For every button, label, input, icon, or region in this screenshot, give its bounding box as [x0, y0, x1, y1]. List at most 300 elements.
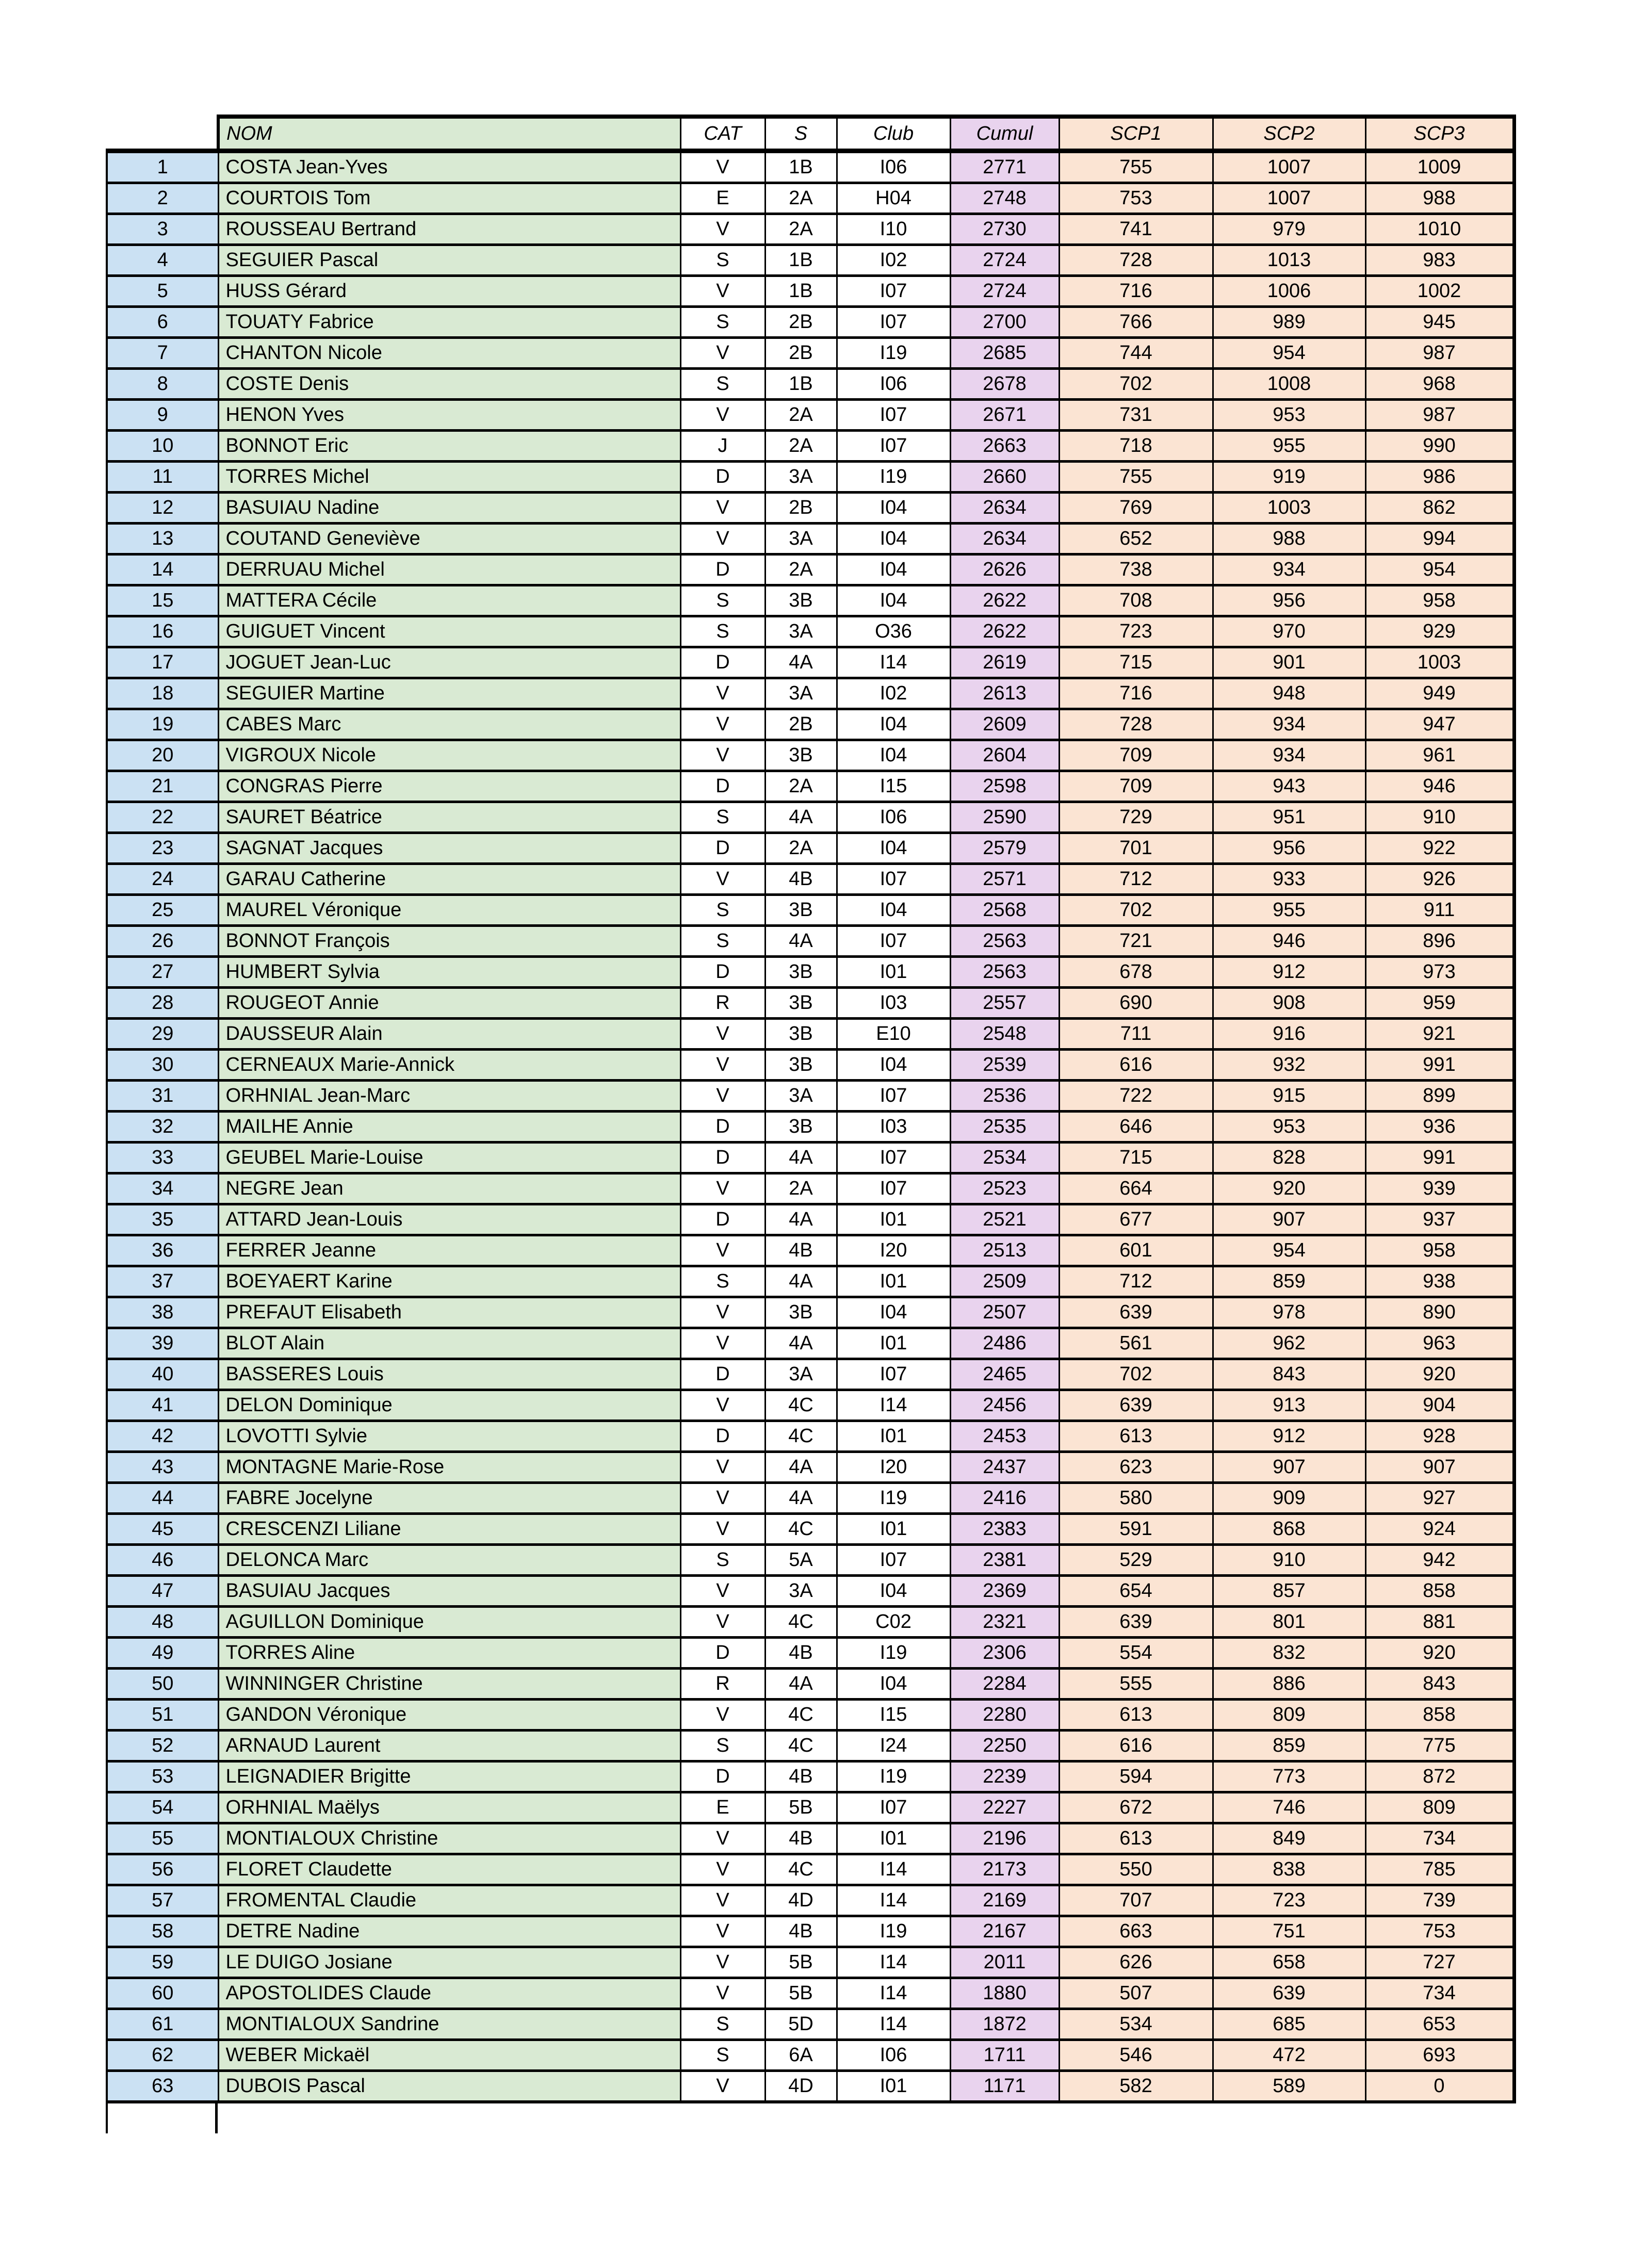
scp1-cell: 623: [1059, 1452, 1213, 1483]
table-header: [107, 117, 1514, 151]
rank-cell: 56: [107, 1854, 218, 1885]
nom-cell: HUMBERT Sylvia: [218, 957, 680, 988]
scp3-cell: 693: [1365, 2040, 1514, 2071]
scp2-cell: 751: [1213, 1916, 1365, 1947]
cat-cell: V: [680, 276, 765, 307]
scp2-cell: 954: [1213, 1235, 1365, 1266]
cumul-cell: 2619: [950, 647, 1059, 678]
scp1-cell: 716: [1059, 276, 1213, 307]
scp3-cell: 911: [1365, 895, 1514, 926]
club-cell: I10: [837, 214, 950, 245]
cumul-cell: 1711: [950, 2040, 1059, 2071]
header-scp1: SCP1: [1059, 117, 1213, 151]
table-row: [107, 1700, 1514, 1731]
cumul-cell: 2678: [950, 369, 1059, 400]
scp3-cell: 739: [1365, 1885, 1514, 1916]
scp1-cell: 582: [1059, 2071, 1213, 2102]
rank-cell: 28: [107, 988, 218, 1019]
scp1-cell: 731: [1059, 400, 1213, 431]
nom-cell: CHANTON Nicole: [218, 338, 680, 369]
club-cell: I07: [837, 1173, 950, 1204]
s-cell: 4B: [765, 1638, 837, 1669]
scp2-cell: 989: [1213, 307, 1365, 338]
club-cell: I07: [837, 307, 950, 338]
nom-cell: DERRUAU Michel: [218, 554, 680, 585]
scp1-cell: 769: [1059, 493, 1213, 524]
table-row: [107, 1112, 1514, 1143]
club-cell: I07: [837, 1081, 950, 1112]
cumul-cell: 2604: [950, 740, 1059, 771]
table-row: [107, 957, 1514, 988]
club-cell: I20: [837, 1452, 950, 1483]
cat-cell: D: [680, 554, 765, 585]
scp3-cell: 963: [1365, 1328, 1514, 1359]
scp3-cell: 936: [1365, 1112, 1514, 1143]
scp2-cell: 934: [1213, 709, 1365, 740]
cat-cell: J: [680, 431, 765, 462]
scp1-cell: 709: [1059, 740, 1213, 771]
scp3-cell: 1009: [1365, 151, 1514, 183]
scp2-cell: 933: [1213, 864, 1365, 895]
scp1-cell: 591: [1059, 1514, 1213, 1545]
cumul-cell: 2685: [950, 338, 1059, 369]
rank-cell: 20: [107, 740, 218, 771]
scp2-cell: 978: [1213, 1297, 1365, 1328]
scp1-cell: 701: [1059, 833, 1213, 864]
s-cell: 2B: [765, 338, 837, 369]
table-row: [107, 864, 1514, 895]
s-cell: 3A: [765, 678, 837, 709]
rank-cell: 4: [107, 245, 218, 276]
cat-cell: V: [680, 1452, 765, 1483]
s-cell: 2B: [765, 709, 837, 740]
rank-cell: 63: [107, 2071, 218, 2102]
cumul-cell: 2321: [950, 1607, 1059, 1638]
cat-cell: V: [680, 1823, 765, 1854]
scp2-cell: 723: [1213, 1885, 1365, 1916]
club-cell: I14: [837, 2009, 950, 2040]
s-cell: 3A: [765, 1576, 837, 1607]
s-cell: 4C: [765, 1607, 837, 1638]
cat-cell: S: [680, 895, 765, 926]
scp3-cell: 896: [1365, 926, 1514, 957]
scp2-cell: 956: [1213, 585, 1365, 616]
nom-cell: MAILHE Annie: [218, 1112, 680, 1143]
club-cell: I02: [837, 678, 950, 709]
s-cell: 2B: [765, 493, 837, 524]
nom-cell: ROUSSEAU Bertrand: [218, 214, 680, 245]
rank-cell: 48: [107, 1607, 218, 1638]
scp3-cell: 938: [1365, 1266, 1514, 1297]
cumul-cell: 2724: [950, 276, 1059, 307]
cumul-cell: 2563: [950, 926, 1059, 957]
scp3-cell: 858: [1365, 1700, 1514, 1731]
nom-cell: LEIGNADIER Brigitte: [218, 1761, 680, 1792]
cumul-cell: 2173: [950, 1854, 1059, 1885]
cumul-cell: 2548: [950, 1019, 1059, 1050]
club-cell: I19: [837, 1761, 950, 1792]
scp3-cell: 926: [1365, 864, 1514, 895]
rank-cell: 8: [107, 369, 218, 400]
club-cell: I14: [837, 647, 950, 678]
table-row: [107, 524, 1514, 554]
club-cell: I07: [837, 400, 950, 431]
s-cell: 1B: [765, 276, 837, 307]
s-cell: 2A: [765, 183, 837, 214]
scp2-cell: 916: [1213, 1019, 1365, 1050]
cat-cell: R: [680, 988, 765, 1019]
cat-cell: V: [680, 1885, 765, 1916]
table-row: [107, 1297, 1514, 1328]
scp3-cell: 858: [1365, 1576, 1514, 1607]
club-cell: I04: [837, 1050, 950, 1081]
cat-cell: E: [680, 183, 765, 214]
rank-cell: 30: [107, 1050, 218, 1081]
scp3-cell: 991: [1365, 1050, 1514, 1081]
cat-cell: D: [680, 1204, 765, 1235]
s-cell: 5D: [765, 2009, 837, 2040]
table-row: [107, 276, 1514, 307]
club-cell: I04: [837, 524, 950, 554]
cat-cell: V: [680, 1019, 765, 1050]
rank-cell: 21: [107, 771, 218, 802]
scp2-cell: 979: [1213, 214, 1365, 245]
s-cell: 4A: [765, 926, 837, 957]
nom-cell: BOEYAERT Karine: [218, 1266, 680, 1297]
scp1-cell: 677: [1059, 1204, 1213, 1235]
scp1-cell: 639: [1059, 1297, 1213, 1328]
scp3-cell: 945: [1365, 307, 1514, 338]
table-row: [107, 1947, 1514, 1978]
nom-cell: CABES Marc: [218, 709, 680, 740]
rank-cell: 46: [107, 1545, 218, 1576]
cat-cell: V: [680, 1081, 765, 1112]
nom-cell: FLORET Claudette: [218, 1854, 680, 1885]
s-cell: 4A: [765, 647, 837, 678]
club-cell: I04: [837, 833, 950, 864]
cat-cell: S: [680, 2040, 765, 2071]
club-cell: I19: [837, 462, 950, 493]
club-cell: I14: [837, 1885, 950, 1916]
cumul-cell: 2534: [950, 1143, 1059, 1173]
scp3-cell: 939: [1365, 1173, 1514, 1204]
scp3-cell: 785: [1365, 1854, 1514, 1885]
table-row: [107, 431, 1514, 462]
scp3-cell: 1010: [1365, 214, 1514, 245]
cat-cell: S: [680, 1266, 765, 1297]
scp1-cell: 702: [1059, 1359, 1213, 1390]
cumul-cell: 2539: [950, 1050, 1059, 1081]
cumul-cell: 2280: [950, 1700, 1059, 1731]
s-cell: 4A: [765, 1328, 837, 1359]
scp3-cell: 734: [1365, 1823, 1514, 1854]
cat-cell: D: [680, 647, 765, 678]
scp2-cell: 843: [1213, 1359, 1365, 1390]
nom-cell: DELON Dominique: [218, 1390, 680, 1421]
s-cell: 4C: [765, 1421, 837, 1452]
cat-cell: D: [680, 957, 765, 988]
scp2-cell: 962: [1213, 1328, 1365, 1359]
scp3-cell: 907: [1365, 1452, 1514, 1483]
nom-cell: BONNOT Eric: [218, 431, 680, 462]
nom-cell: PREFAUT Elisabeth: [218, 1297, 680, 1328]
table-row: [107, 802, 1514, 833]
scp2-cell: 934: [1213, 740, 1365, 771]
cat-cell: S: [680, 1731, 765, 1761]
cat-cell: V: [680, 1947, 765, 1978]
header-cumul: Cumul: [950, 117, 1059, 151]
table-row: [107, 895, 1514, 926]
nom-cell: MATTERA Cécile: [218, 585, 680, 616]
cumul-cell: 2557: [950, 988, 1059, 1019]
cumul-cell: 2634: [950, 493, 1059, 524]
table-row: [107, 183, 1514, 214]
table-row: [107, 1173, 1514, 1204]
s-cell: 4A: [765, 1669, 837, 1700]
scp2-cell: 1007: [1213, 151, 1365, 183]
s-cell: 3B: [765, 585, 837, 616]
scp2-cell: 934: [1213, 554, 1365, 585]
scp1-cell: 672: [1059, 1792, 1213, 1823]
nom-cell: MAUREL Véronique: [218, 895, 680, 926]
cumul-cell: 2239: [950, 1761, 1059, 1792]
cat-cell: V: [680, 338, 765, 369]
scp1-cell: 652: [1059, 524, 1213, 554]
cumul-cell: 2730: [950, 214, 1059, 245]
cat-cell: S: [680, 1545, 765, 1576]
cat-cell: S: [680, 245, 765, 276]
cumul-cell: 2250: [950, 1731, 1059, 1761]
table-row: [107, 1916, 1514, 1947]
cumul-cell: 2660: [950, 462, 1059, 493]
rank-cell: 57: [107, 1885, 218, 1916]
nom-cell: BASUIAU Nadine: [218, 493, 680, 524]
s-cell: 4D: [765, 2071, 837, 2102]
nom-cell: NEGRE Jean: [218, 1173, 680, 1204]
rank-cell: 24: [107, 864, 218, 895]
scp2-cell: 951: [1213, 802, 1365, 833]
scp2-cell: 932: [1213, 1050, 1365, 1081]
cumul-cell: 2536: [950, 1081, 1059, 1112]
rank-cell: 53: [107, 1761, 218, 1792]
scp3-cell: 988: [1365, 183, 1514, 214]
s-cell: 2A: [765, 554, 837, 585]
scp3-cell: 734: [1365, 1978, 1514, 2009]
scp1-cell: 721: [1059, 926, 1213, 957]
table-row: [107, 1483, 1514, 1514]
scp3-cell: 991: [1365, 1143, 1514, 1173]
scp2-cell: 857: [1213, 1576, 1365, 1607]
cumul-cell: 2563: [950, 957, 1059, 988]
nom-cell: ROUGEOT Annie: [218, 988, 680, 1019]
cumul-cell: 2011: [950, 1947, 1059, 1978]
scp2-cell: 907: [1213, 1452, 1365, 1483]
scp3-cell: 949: [1365, 678, 1514, 709]
scp2-cell: 946: [1213, 926, 1365, 957]
cat-cell: V: [680, 1483, 765, 1514]
club-cell: I02: [837, 245, 950, 276]
scp3-cell: 946: [1365, 771, 1514, 802]
s-cell: 3B: [765, 957, 837, 988]
table-row: [107, 1390, 1514, 1421]
scp1-cell: 753: [1059, 183, 1213, 214]
scp2-cell: 828: [1213, 1143, 1365, 1173]
scp1-cell: 715: [1059, 647, 1213, 678]
cat-cell: S: [680, 802, 765, 833]
header-scp3: SCP3: [1365, 117, 1514, 151]
cumul-cell: 2671: [950, 400, 1059, 431]
club-cell: I01: [837, 1328, 950, 1359]
cat-cell: V: [680, 864, 765, 895]
rank-cell: 7: [107, 338, 218, 369]
scp1-cell: 529: [1059, 1545, 1213, 1576]
s-cell: 4B: [765, 1761, 837, 1792]
nom-cell: TORRES Aline: [218, 1638, 680, 1669]
cumul-cell: 2465: [950, 1359, 1059, 1390]
cat-cell: V: [680, 214, 765, 245]
club-cell: I07: [837, 431, 950, 462]
club-cell: I14: [837, 1854, 950, 1885]
scp2-cell: 919: [1213, 462, 1365, 493]
scp3-cell: 994: [1365, 524, 1514, 554]
s-cell: 2A: [765, 771, 837, 802]
cat-cell: V: [680, 1050, 765, 1081]
club-cell: I04: [837, 895, 950, 926]
scp3-cell: 921: [1365, 1019, 1514, 1050]
club-cell: I04: [837, 1576, 950, 1607]
s-cell: 3B: [765, 1297, 837, 1328]
scp1-cell: 550: [1059, 1854, 1213, 1885]
rank-cell: 15: [107, 585, 218, 616]
nom-cell: GEUBEL Marie-Louise: [218, 1143, 680, 1173]
rank-cell: 35: [107, 1204, 218, 1235]
club-cell: I07: [837, 864, 950, 895]
rank-cell: 52: [107, 1731, 218, 1761]
club-cell: I01: [837, 1514, 950, 1545]
rank-cell: 59: [107, 1947, 218, 1978]
scp2-cell: 801: [1213, 1607, 1365, 1638]
nom-cell: COUTAND Geneviève: [218, 524, 680, 554]
cat-cell: D: [680, 1359, 765, 1390]
scp2-cell: 1013: [1213, 245, 1365, 276]
scp2-cell: 953: [1213, 400, 1365, 431]
scp2-cell: 658: [1213, 1947, 1365, 1978]
scp3-cell: 990: [1365, 431, 1514, 462]
scp3-cell: 942: [1365, 1545, 1514, 1576]
club-cell: I07: [837, 1359, 950, 1390]
nom-cell: ORHNIAL Maëlys: [218, 1792, 680, 1823]
scp2-cell: 832: [1213, 1638, 1365, 1669]
table-row: [107, 1050, 1514, 1081]
rank-cell: 31: [107, 1081, 218, 1112]
cumul-cell: 2535: [950, 1112, 1059, 1143]
table-row: [107, 1545, 1514, 1576]
rank-cell: 29: [107, 1019, 218, 1050]
s-cell: 3B: [765, 895, 837, 926]
rank-cell: 2: [107, 183, 218, 214]
scp3-cell: 968: [1365, 369, 1514, 400]
cumul-cell: 2284: [950, 1669, 1059, 1700]
cumul-cell: 2622: [950, 585, 1059, 616]
rank-cell: 47: [107, 1576, 218, 1607]
nom-cell: SAURET Béatrice: [218, 802, 680, 833]
rank-cell: 43: [107, 1452, 218, 1483]
table-row: [107, 462, 1514, 493]
club-cell: I14: [837, 1947, 950, 1978]
table-row: [107, 709, 1514, 740]
rank-cell: 23: [107, 833, 218, 864]
scp2-cell: 589: [1213, 2071, 1365, 2102]
scp3-cell: 775: [1365, 1731, 1514, 1761]
s-cell: 5A: [765, 1545, 837, 1576]
s-cell: 4A: [765, 1266, 837, 1297]
club-cell: I01: [837, 1421, 950, 1452]
scp3-cell: 922: [1365, 833, 1514, 864]
club-cell: I01: [837, 1204, 950, 1235]
scp1-cell: 744: [1059, 338, 1213, 369]
s-cell: 3B: [765, 1112, 837, 1143]
scp1-cell: 755: [1059, 151, 1213, 183]
scp3-cell: 927: [1365, 1483, 1514, 1514]
table-row: [107, 1638, 1514, 1669]
cat-cell: V: [680, 709, 765, 740]
nom-cell: TOUATY Fabrice: [218, 307, 680, 338]
club-cell: I07: [837, 276, 950, 307]
club-cell: I06: [837, 369, 950, 400]
club-cell: I06: [837, 2040, 950, 2071]
cat-cell: D: [680, 1143, 765, 1173]
scp1-cell: 707: [1059, 1885, 1213, 1916]
cumul-cell: 2456: [950, 1390, 1059, 1421]
club-cell: I01: [837, 2071, 950, 2102]
cat-cell: V: [680, 400, 765, 431]
s-cell: 2A: [765, 1173, 837, 1204]
scp2-cell: 910: [1213, 1545, 1365, 1576]
scp3-cell: 983: [1365, 245, 1514, 276]
ranking-table: [106, 115, 1516, 2103]
scp2-cell: 849: [1213, 1823, 1365, 1854]
table-row: [107, 585, 1514, 616]
nom-cell: DAUSSEUR Alain: [218, 1019, 680, 1050]
club-cell: I04: [837, 554, 950, 585]
cumul-cell: 2486: [950, 1328, 1059, 1359]
scp1-cell: 646: [1059, 1112, 1213, 1143]
scp2-cell: 908: [1213, 988, 1365, 1019]
scp3-cell: 904: [1365, 1390, 1514, 1421]
nom-cell: GANDON Véronique: [218, 1700, 680, 1731]
s-cell: 4C: [765, 1390, 837, 1421]
scp1-cell: 715: [1059, 1143, 1213, 1173]
club-cell: I04: [837, 709, 950, 740]
club-cell: I19: [837, 1638, 950, 1669]
cumul-cell: 2590: [950, 802, 1059, 833]
cat-cell: D: [680, 771, 765, 802]
rank-cell: 12: [107, 493, 218, 524]
scp3-cell: 987: [1365, 338, 1514, 369]
cat-cell: V: [680, 1235, 765, 1266]
scp2-cell: 913: [1213, 1390, 1365, 1421]
rank-cell: 19: [107, 709, 218, 740]
club-cell: I07: [837, 926, 950, 957]
empty-row-stub: [106, 2103, 218, 2133]
nom-cell: TORRES Michel: [218, 462, 680, 493]
club-cell: I01: [837, 1266, 950, 1297]
club-cell: I07: [837, 1792, 950, 1823]
nom-cell: HENON Yves: [218, 400, 680, 431]
cumul-cell: 2416: [950, 1483, 1059, 1514]
cumul-cell: 2521: [950, 1204, 1059, 1235]
cumul-cell: 2571: [950, 864, 1059, 895]
